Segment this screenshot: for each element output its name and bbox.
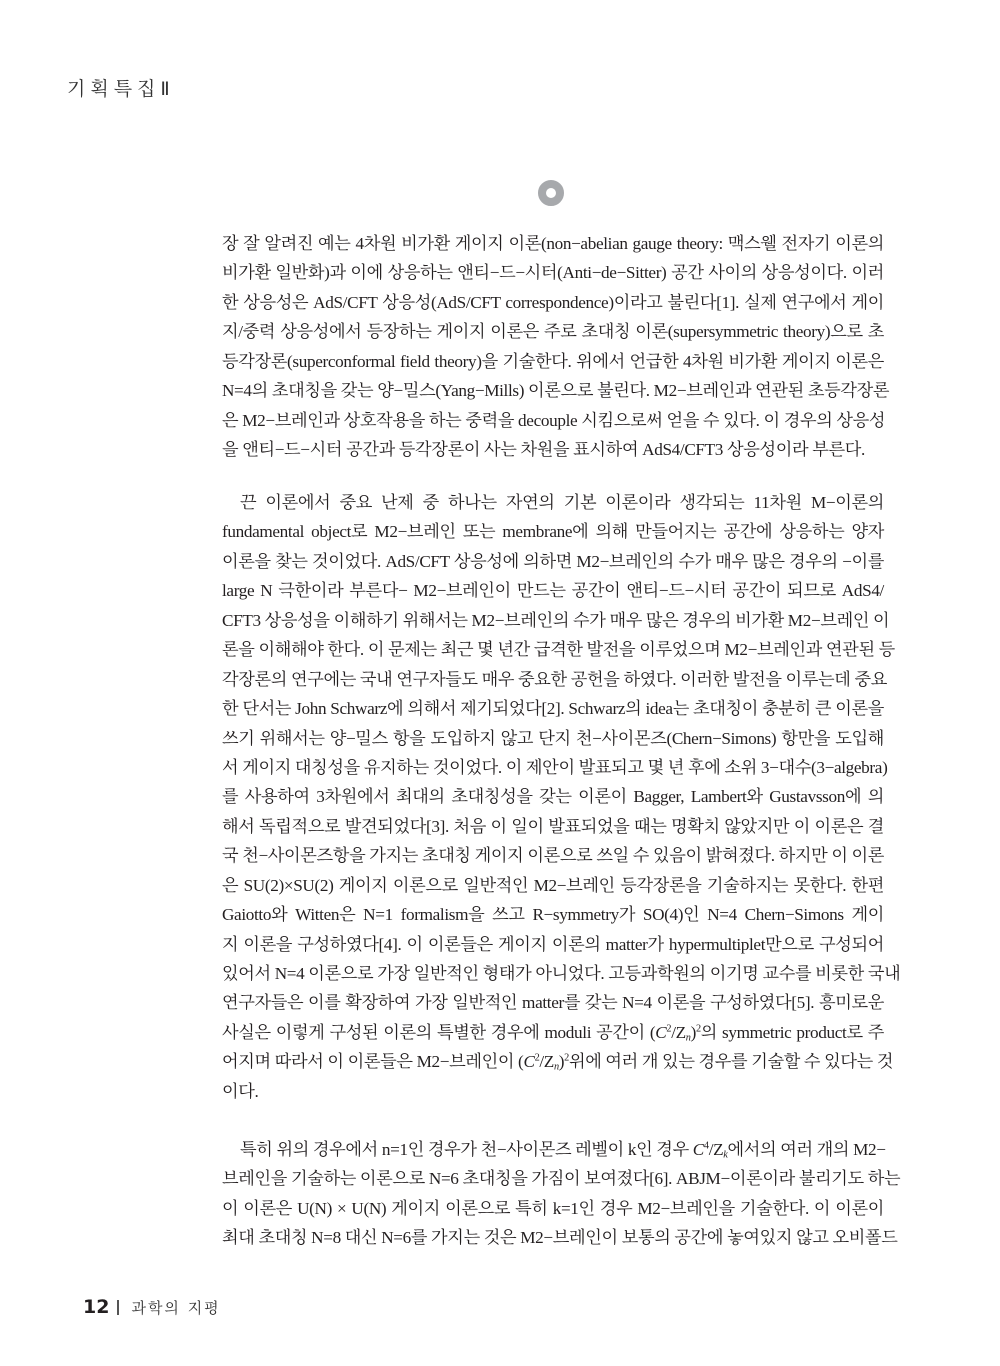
text-line: 있어서 N=4 이론으로 가장 일반적인 형태가 아니었다. 고등과학원의 이기명 교수를 비롯한 국내 <box>222 964 901 983</box>
text-line: 이 이론은 U(N) × U(N) 게이지 이론으로 특히 k=1인 경우 M2−브레인을 기술한다. 이 이론이 <box>222 1198 884 1218</box>
text-line: 최대 초대칭 N=8 대신 N=6를 가지는 것은 M2−브레인이 보통의 공간에 놓여있지 않고 오비폴드 <box>222 1228 898 1248</box>
text-line: 해서 독립적으로 발견되었다[3]. 처음 이 일이 발표되었을 때는 명확치 않았지만 이 이론은 결 <box>222 816 884 836</box>
text-line: 브레인을 기술하는 이론으로 N=6 초대칭을 가짐이 보여졌다[6]. ABJM−이론이라 불리기도 하는 <box>222 1169 901 1189</box>
text-line: 지/중력 상응성에서 등장하는 게이지 이론은 주로 초대칭 이론(supersymmetric theory)으로 초 <box>222 322 884 342</box>
page-number: 12 <box>83 1296 110 1318</box>
text-line: 론을 이해해야 한다. 이 문제는 최근 몇 년간 급격한 발전을 이루었으며 M2−브레인과 연관된 등 <box>222 640 895 660</box>
text-line: 각장론의 연구에는 국내 연구자들도 매우 중요한 공헌을 하였다. 이러한 발전을 이루는데 중요 <box>222 669 887 689</box>
text-line: 국 천−사이몬즈항을 가지는 초대칭 게이지 이론으로 쓰일 수 있음이 밝혀졌다. 하지만 이 이론 <box>222 846 885 866</box>
journal-name: 과학의 지평 <box>131 1298 221 1317</box>
text-line: 끈 이론에서 중요 난제 중 하나는 자연의 기본 이론이라 생각되는 11차원 M−이론의 <box>240 493 884 512</box>
text-line: 한 단서는 John Schwarz에 의해서 제기되었다[2]. Schwarz의 idea는 초대칭이 충분히 큰 이론을 <box>222 699 884 719</box>
text-line: 쓰기 위해서는 양−밀스 항을 도입하지 않고 단지 천−사이몬즈(Chern−Simons) 항만을 도입해 <box>222 728 884 748</box>
paragraph-1 <box>222 229 890 465</box>
text-line: 장 잘 알려진 예는 4차원 비가환 게이지 이론(non−abelian gauge theory: 맥스웰 전자기 이론의 <box>222 234 884 253</box>
text-line: CFT3 상응성을 이해하기 위해서는 M2−브레인의 수가 매우 많은 경우의 비가환 M2−브레인 이 <box>222 610 890 630</box>
footer-divider <box>117 1300 119 1315</box>
text-line: 연구자들은 이를 확장하여 가장 일반적인 matter를 갖는 N=4 이론을 구성하였다[5]. 흥미로운 <box>222 993 884 1013</box>
text-line: 이론을 찾는 것이었다. AdS/CFT 상응성에 의하면 M2−브레인의 수가 매우 많은 경우의 −이를 <box>222 551 884 571</box>
text-line: 서 게이지 대칭성을 유지하는 것이었다. 이 제안이 발표되고 몇 년 후에 소위 3−대수(3−algebra) <box>222 757 888 777</box>
text-line: 지 이론을 구성하였다[4]. 이 이론들은 게이지 이론의 matter가 hypermultiplet만으로 구성되어 <box>222 934 884 954</box>
text-line: 은 M2−브레인과 상호작용을 하는 중력을 decouple 시킴으로써 얻을 수 있다. 이 경우의 상응성 <box>222 410 886 430</box>
paragraph-2 <box>222 488 901 1106</box>
ring-icon <box>538 180 564 206</box>
text-line: fundamental object로 M2−브레인 또는 membrane에 의해 만들어지는 공간에 상응하는 양자 <box>222 522 884 542</box>
text-line: large N 극한이라 부른다− M2−브레인이 만드는 공간이 앤티−드−시터 공간이 되므로 AdS4/ <box>222 581 884 601</box>
text-line: N=4의 초대칭을 갖는 양−밀스(Yang−Mills) 이론으로 불린다. M2−브레인과 연관된 초등각장론 <box>222 381 890 401</box>
text-line: 비가환 일반화)과 이에 상응하는 앤티−드−시터(Anti−de−Sitter) 공간 사이의 상응성이다. 이러 <box>222 263 884 283</box>
paragraph-3 <box>222 1135 901 1253</box>
text-line: 를 사용하여 3차원에서 최대의 초대칭성을 갖는 이론이 Bagger, Lambert와 Gustavsson에 의 <box>222 787 884 807</box>
text-line: 을 앤티−드−시터 공간과 등각장론이 사는 차원을 표시하여 AdS4/CFT3 상응성이라 부른다. <box>222 440 865 460</box>
text-line: Gaiotto와 Witten은 N=1 formalism을 쓰고 R−symmetry가 SO(4)인 N=4 Chern−Simons 게이 <box>222 905 884 925</box>
text-line-math: 사실은 이렇게 구성된 이론의 특별한 경우에 moduli 공간이 $(C^2/Z_n)^2$의 symmetric product로 주 <box>222 1022 884 1044</box>
page-footer <box>83 1296 221 1318</box>
text-line: 한 상응성은 AdS/CFT 상응성(AdS/CFT correspondence)이라고 불린다[1]. 실제 연구에서 게이 <box>222 292 884 312</box>
text-line: 은 SU(2)×SU(2) 게이지 이론으로 일반적인 M2−브레인 등각장론을 기술하지는 못한다. 한편 <box>222 875 884 895</box>
text-line: 등각장론(superconformal field theory)을 기술한다. 위에서 언급한 4차원 비가환 게이지 이론은 <box>222 351 884 371</box>
text-line: 이다. <box>222 1081 259 1101</box>
section-label: 기획특집Ⅱ <box>67 78 175 100</box>
text-line-math: 특히 위의 경우에서 n=1인 경우가 천−사이몬즈 레벨이 k인 경우 $C^4/Z_k$에서의 여러 개의 M2− <box>240 1140 886 1161</box>
text-line-math: 어지며 따라서 이 이론들은 M2−브레인이 $(C^2/Z_n)^2$위에 여러 개 있는 경우를 기술할 수 있다는 것 <box>222 1052 894 1073</box>
